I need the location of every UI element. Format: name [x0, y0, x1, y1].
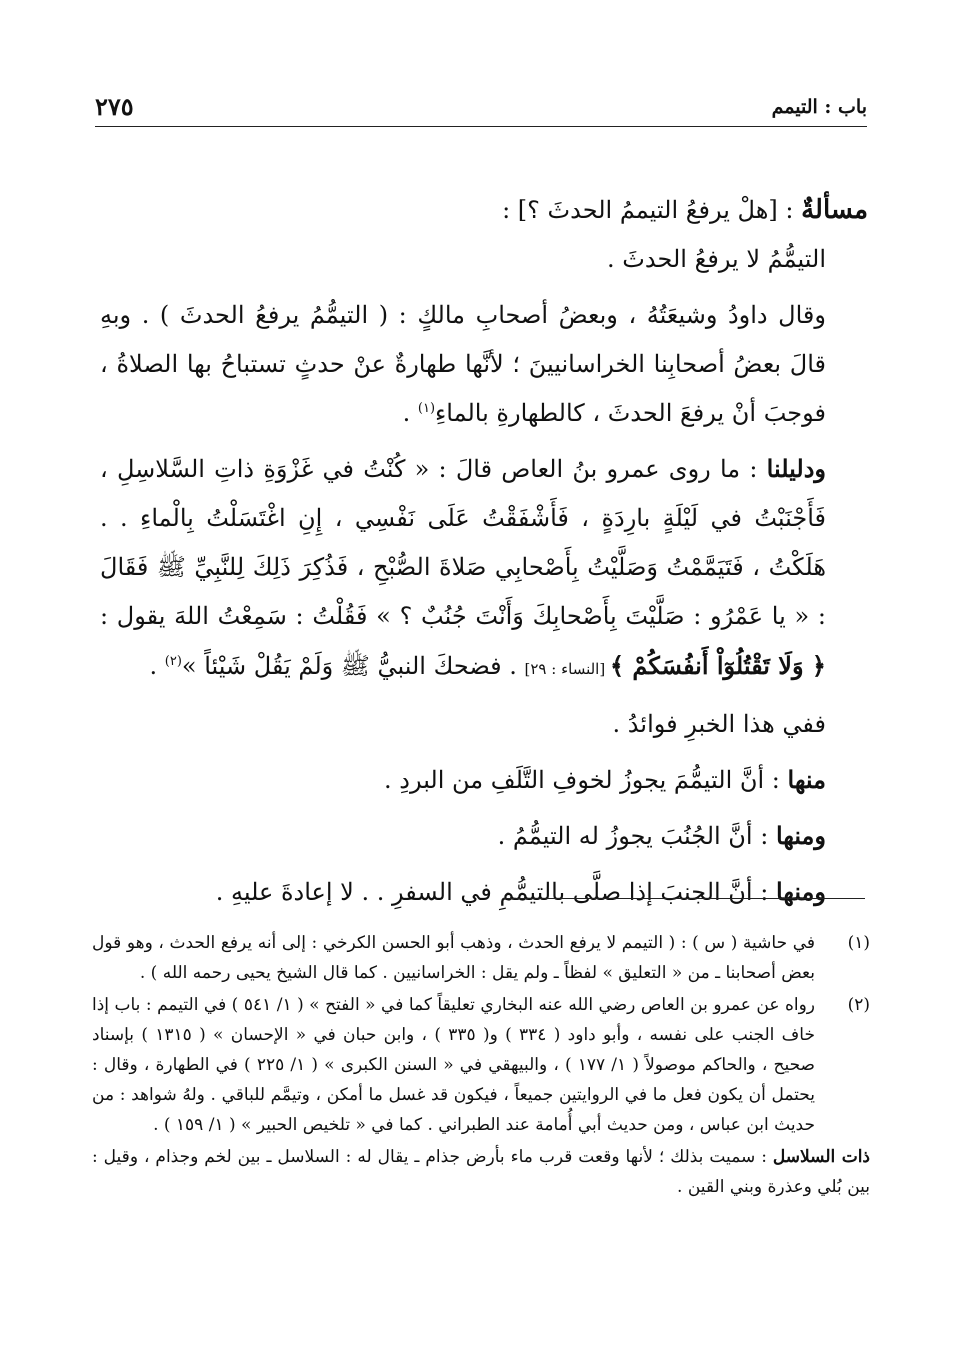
extra-note	[92, 1142, 870, 1202]
other-views-text: وقال داودُ وشيعَتُهُ ، وبعضُ أصحابِ مالكٍ : ( التيمُّمُ يرفعُ الحدثَ ) . وبهِ قالَ بعضُ أصحابِنا الخراسانيينَ ؛ لأنَّها طهارةٌ عنْ حدثٍ تستباحُ بها الصلاةُ ، فوجبَ أنْ يرفعَ الحدثَ ، كالطهارةِ بالماءِ	[100, 301, 826, 427]
evidence-text: : ما روى عمرو بنُ العاص قالَ : « كُنْتُ في غَزْوَةِ ذاتِ السَّلاسِلِ ، فَأَجْنَبْتُ في لَيْلَةٍ بارِدَةٍ ، فَأَشْفَقْتُ عَلَى نَفْسِي ، إِنِ اغْتَسَلْتُ بِالْماءِ . . هَلَكْتُ ، فَتَيَمَّمْتُ وَصَلَّيْتُ بِأَصْحابِي صَلاةَ الصُّبْحِ ، فَذُكِرَ ذَلِكَ لِلنَّبِيِّ ﷺ فَقَالَ : « يا عَمْرُو : صَلَّيْتَ بِأَصْحابِكَ وَأَنْتَ جُنُبٌ ؟ » فَقُلْتُ : سَمِعْتُ اللهَ يقول :	[100, 455, 827, 630]
footnotes	[92, 928, 870, 1202]
footnote-ref-2: (٢)	[164, 654, 182, 669]
footnote-2-number: (٢)	[847, 995, 870, 1015]
main-text	[100, 186, 868, 917]
benefit-2-text: : أنَّ الجُنُبَ يجوزُ له التيمُّمُ .	[497, 822, 776, 850]
paragraph-benefits-intro: ففي هذا الخبرِ فوائدُ .	[612, 710, 826, 738]
evidence-close: .	[149, 652, 165, 680]
paragraph-main-position: التيمُّمُ لا يرفعُ الحدثَ .	[607, 245, 826, 273]
paragraph-evidence	[100, 444, 868, 694]
evidence-end: . فضحكَ النبيُّ ﷺ وَلَمْ يَقُلْ شَيْئاً »	[181, 652, 525, 680]
extra-note-label: ذات السلاسل	[772, 1147, 871, 1167]
masala-title: : [هلْ يرفعُ التيممُ الحدثَ ؟] :	[502, 196, 802, 224]
benefit-2-label: ومنها	[775, 821, 826, 850]
benefit-3-text: : أنَّ الجنبَ إذا صلَّى بالتيمُّمِ في السفرِ . . لا إعادةَ عليهِ .	[215, 878, 776, 906]
other-views-end: .	[402, 399, 418, 427]
paragraph-other-views	[100, 291, 868, 438]
benefit-1-label: منها	[787, 765, 826, 794]
evidence-label: ودليلنا	[766, 454, 826, 483]
benefit-3-label: ومنها	[775, 877, 826, 906]
footnote-separator	[503, 898, 865, 899]
masala-label: مسألةٌ	[801, 195, 868, 225]
masala-heading	[100, 186, 868, 235]
chapter-title: باب : التيمم	[771, 96, 867, 118]
extra-note-text: : سميت بذلك ؛ لأنها وقعت قرب ماء بأرض جذام ـ يقال له : السلاسل ـ بين لخم وجذام ، وقيل : بين بُلي وعذرة وبني القين .	[92, 1147, 870, 1197]
footnote-ref-1: (١)	[417, 401, 436, 416]
header-rule	[95, 126, 867, 127]
page-number: ٢٧٥	[95, 92, 134, 121]
quran-reference: [النساء : ٢٩]	[524, 660, 610, 678]
footnote-1-text: في حاشية ( س ) : ( التيمم لا يرفع الحدث ، وذهب أبو الحسن الكرخي : إلى أنه يرفع الحدث ، وهو قول بعض أصحابنا ـ من « التعليق » لفظاً ـ ولم يقل : الخراسانيين . كما قال الشيخ يحيى رحمه الله ) .	[92, 933, 815, 983]
paragraph-benefit-1	[100, 755, 868, 805]
footnote-2	[92, 990, 870, 1140]
quran-verse: ﴿ وَلَا تَقْتُلُوٓاْ أَنفُسَكُمْ ﴾	[609, 651, 826, 680]
footnote-2-text: رواه عن عمرو بن العاص رضي الله عنه البخاري تعليقاً كما في « الفتح » ( ١/ ٥٤١ ) في التيمم : باب إذا خاف الجنب على نفسه ، وأبو داود ( ٣٣٤ ) و( ٣٣٥ ) ، وابن حبان في « الإحسان » ( ١٣١٥ ) بإسناد صحيح ، والحاكم موصولاً ( ١/ ١٧٧ ) ، والبيهقي في « السنن الكبرى » ( ١/ ٢٢٥ ) في الطهارة ، وقال : يحتمل أن يكون فعل ما في الروايتين جميعاً ، فيكون قد غسل ما أمكن ، وتيمَّم للباقي . ولهُ شواهد : من حديث ابن عباس ، ومن حديث أبي أُمامة عند الطبراني . كما في « تلخيص الحبير » ( ١/ ١٥٩ ) .	[92, 995, 815, 1135]
paragraph-benefit-2	[100, 811, 868, 861]
benefit-1-text: : أنَّ التيمُّمَ يجوزُ لخوفِ التَّلَفِ من البردِ .	[384, 766, 788, 794]
paragraph-benefit-3	[100, 867, 868, 917]
footnote-1-number: (١)	[847, 933, 870, 953]
running-head	[95, 94, 867, 126]
footnote-1	[92, 928, 870, 988]
